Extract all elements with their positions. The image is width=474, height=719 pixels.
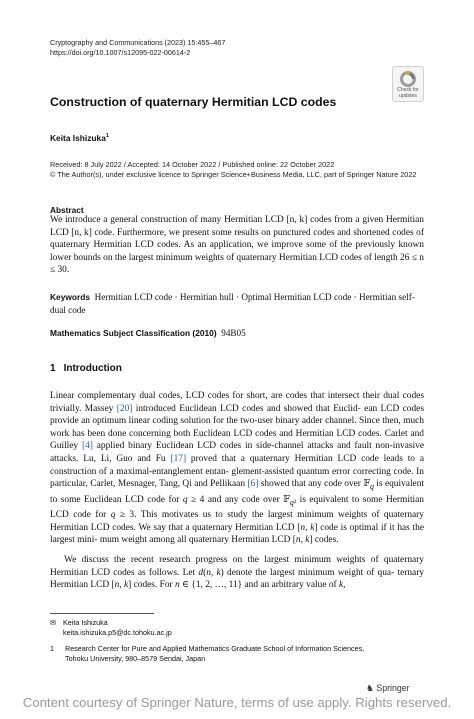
author-affiliation-marker: 1 bbox=[105, 133, 109, 140]
intro-paragraph-2: We discuss the recent research progress on the largest minimum weights of quaternary Hermitian LCD codes as follows. Let d(n, k) denote the largest minimum weight of qua- ternary Hermitian LCD [n, k] codes. For n ∈ {1, 2, …, 11} and an arbitrary value of k, bbox=[50, 555, 425, 591]
check-for-updates-badge[interactable] bbox=[392, 66, 424, 102]
paper-title: Construction of quaternary Hermitian LCD codes bbox=[50, 95, 337, 109]
section-heading bbox=[50, 363, 130, 374]
publication-dates bbox=[50, 160, 416, 180]
intro-paragraph-1: Linear complementary dual codes, LCD codes for short, are codes that intersect their dual codes trivially. Massey [20] introduced Euclidean LCD codes and showed that Euclid- ean LCD codes provide an optimum linear coding solution for the two-user binary adder channel. Since then, much work has been done concerning both Euclidean LCD codes and Hermitian LCD codes. Carlet and Guilley [4] applied binary Euclidean LCD codes in side-channel attacks and fault non-invasive attacks. Lu, Li, Guo and Fu [17] proved that a quaternary Hermitian LCD code leads to a construction of a maximal-entanglement entan- glement-assisted quantum error correcting code. In particular, Carlet, Mesnager, Tang, Qi and Pellikaan [6] showed that any code over 𝔽$_q$ is equivalent to some Euclidean LCD code for q ≥ 4 and any code over 𝔽$_{q^2}$ is equivalent to some Hermitian LCD code for q ≥ 3. This motivates us to study the largest minimum weights of quaternary Hermitian LCD codes. We say that a quaternary Hermitian LCD [n, k] code is optimal if it has the largest mini- mum weight among all quaternary Hermitian LCD [n, k] codes. bbox=[50, 391, 425, 546]
doi-link[interactable]: https://doi.org/10.1007/s12095-022-00614-2 bbox=[50, 47, 191, 57]
check-for-updates-icon bbox=[399, 70, 417, 88]
citation-link[interactable]: [17] bbox=[170, 453, 187, 464]
affiliation-number: 1 bbox=[50, 644, 54, 653]
journal-header bbox=[50, 38, 225, 57]
courtesy-watermark: Content courtesy of Springer Nature, terms of use apply. Rights reserved. bbox=[22, 695, 452, 710]
journal-citation: Cryptography and Communications (2023) 15:455–467 bbox=[50, 38, 226, 47]
msc-classification bbox=[50, 328, 246, 338]
abstract-heading: Abstract bbox=[50, 205, 84, 215]
springer-logo-text: Springer bbox=[376, 683, 410, 693]
section-title: Introduction bbox=[63, 363, 122, 374]
author-name[interactable]: Keita Ishizuka bbox=[50, 133, 106, 143]
badge-label-1: Check for bbox=[397, 87, 419, 93]
keywords bbox=[50, 291, 424, 316]
footnote-rule bbox=[50, 613, 154, 614]
envelope-icon: ✉ bbox=[50, 618, 57, 627]
author-email[interactable]: keita.ishizuka.p5@dc.tohoku.ac.jp bbox=[63, 628, 172, 638]
citation-link[interactable]: [20] bbox=[116, 403, 133, 414]
msc-value: 94B05 bbox=[221, 328, 246, 338]
dates-line: Received: 8 July 2022 / Accepted: 14 October 2022 / Published online: 22 October 2022 bbox=[50, 160, 335, 169]
badge-label-2: updates bbox=[399, 92, 417, 99]
author-line bbox=[50, 133, 109, 143]
abstract-text: We introduce a general construction of many Hermitian LCD [n, k] codes from a given Hermitian LCD [n, k] code. Furthermore, we present some results on punctured codes and shortened codes of quaternary Hermitian LCD codes. As an application, we improve some of the previously known lower bounds on the largest minimum weights of quaternary Hermitian LCD codes of length 26 ≤ n ≤ 30. bbox=[50, 215, 424, 276]
affiliation-line-1: Research Center for Pure and Applied Mathematics Graduate School of Information Sciences, bbox=[65, 644, 365, 653]
section-number: 1 bbox=[50, 363, 56, 374]
springer-horse-icon: ♞ bbox=[366, 683, 374, 693]
msc-label: Mathematics Subject Classification (2010) bbox=[50, 328, 217, 338]
affiliation bbox=[50, 644, 364, 664]
copyright-line: © The Author(s), under exclusive licence to Springer Science+Business Media, LLC, part of Springer Nature 2022 bbox=[50, 169, 417, 179]
keywords-text: Hermitian LCD code · Hermitian hull · Optimal Hermitian LCD code · Hermitian self-dual code bbox=[50, 292, 415, 315]
citation-link[interactable]: [4] bbox=[81, 441, 93, 452]
affiliation-line-2: Tohoku University, 980–8579 Sendai, Japan bbox=[65, 654, 206, 663]
citation-link[interactable]: [6] bbox=[247, 479, 259, 490]
springer-logo bbox=[366, 683, 410, 694]
corresponding-author bbox=[50, 618, 172, 638]
corresponding-author-name: Keita Ishizuka bbox=[63, 618, 108, 627]
keywords-label: Keywords bbox=[50, 292, 91, 302]
